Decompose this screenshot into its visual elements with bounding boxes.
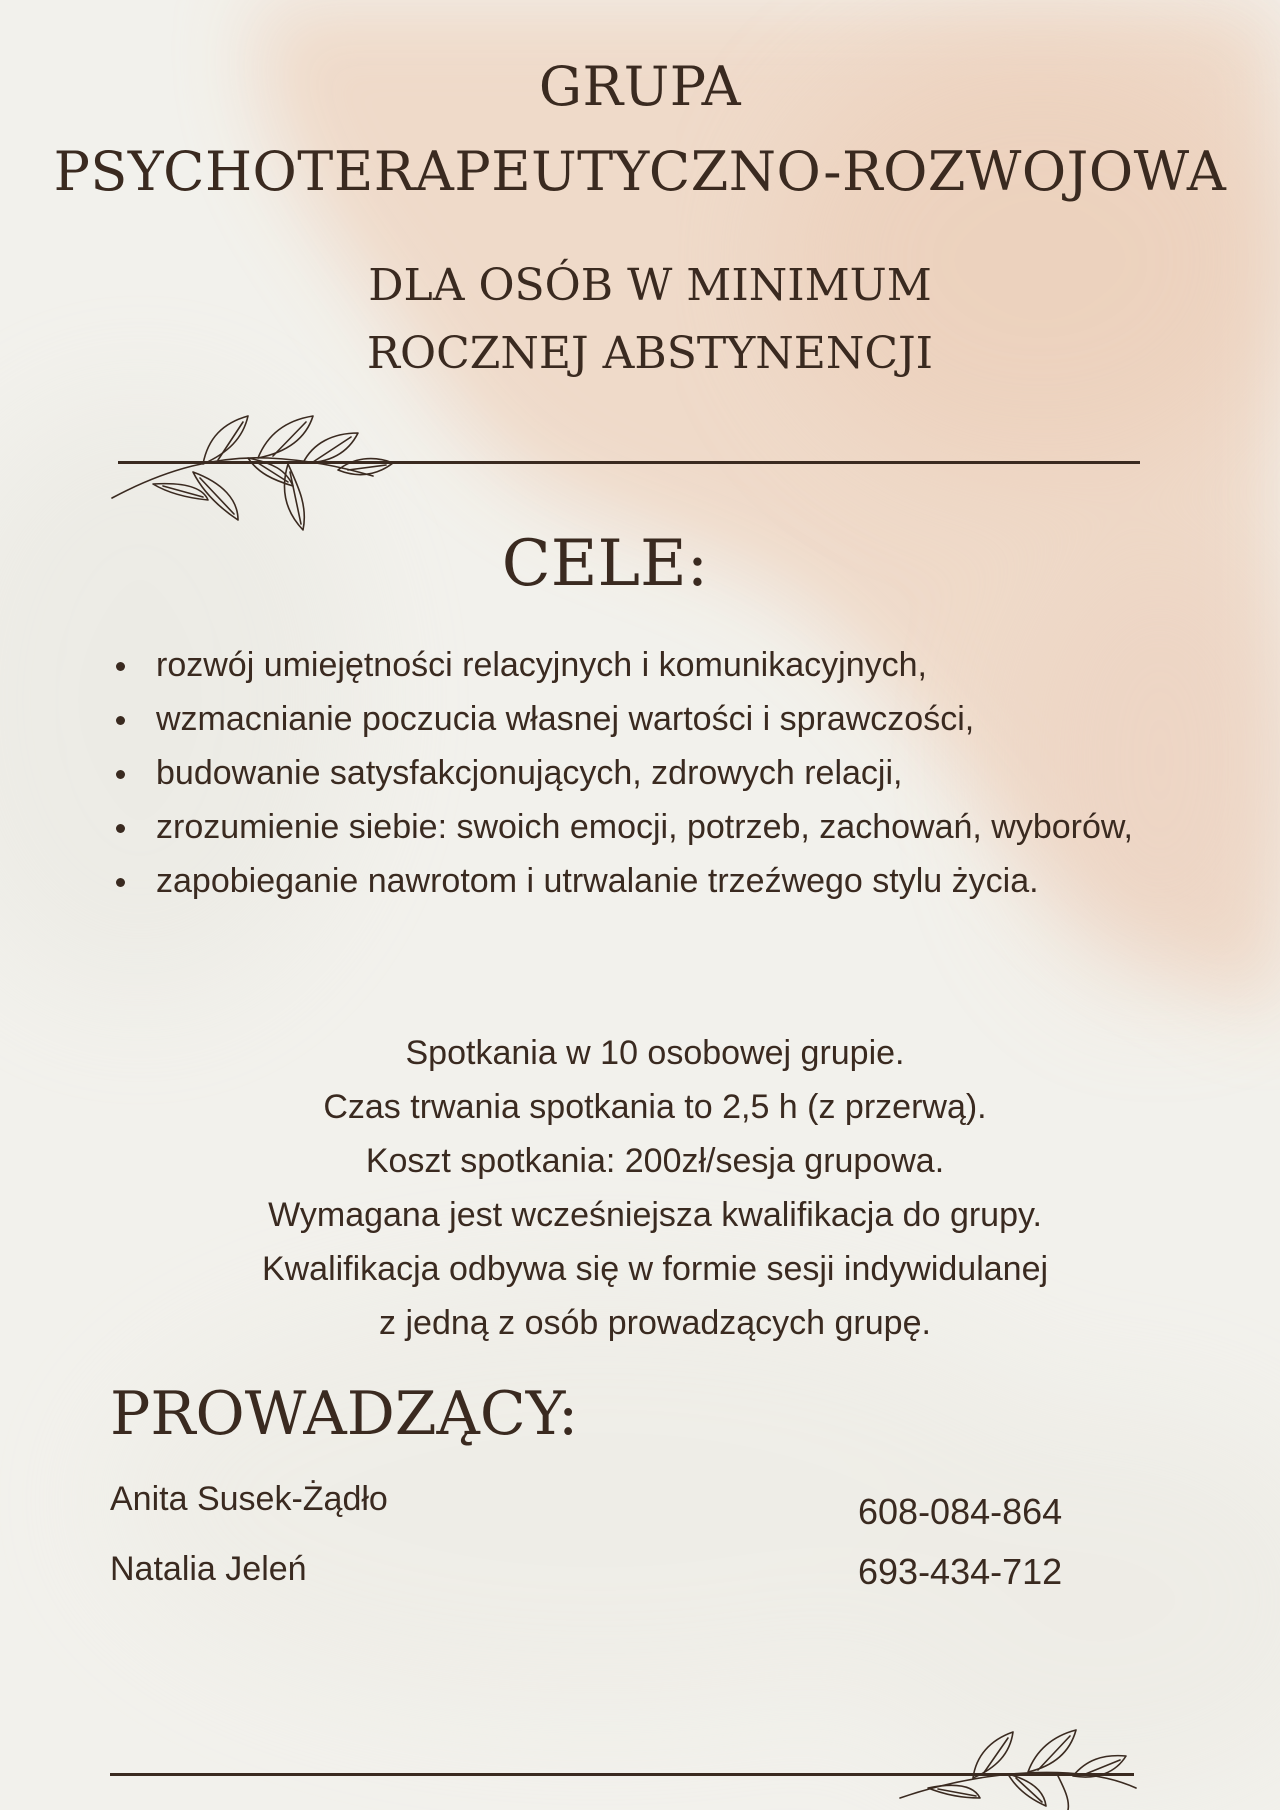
list-item: rozwój umiejętności relacyjnych i komunikacyjnych, [110, 638, 1230, 692]
leaf-branch-icon [898, 1718, 1138, 1810]
leader-name: Natalia Jeleń [110, 1550, 307, 1588]
subtitle-line-2: ROCZNEJ ABSTYNENCJI [366, 328, 934, 379]
leader-name: Anita Susek-Żądło [110, 1480, 388, 1518]
subtitle-line-1: DLA OSÓB W MINIMUM [368, 260, 932, 311]
list-item: wzmacnianie poczucia własnej wartości i sprawczości, [110, 692, 1230, 746]
list-item: zapobieganie nawrotom i utrwalanie trzeźwego stylu życia. [110, 854, 1230, 908]
subtitle [360, 252, 940, 388]
title-line-1: GRUPA [538, 55, 742, 118]
info-line: Koszt spotkania: 200zł/sesja grupowa. [365, 1142, 945, 1180]
meeting-info [100, 1026, 1210, 1350]
leaf-branch-icon [108, 408, 398, 533]
leaders-heading: PROWADZĄCY: [110, 1379, 579, 1449]
list-item: budowanie satysfakcjonujących, zdrowych relacji, [110, 746, 1230, 800]
info-line: Spotkania w 10 osobowej grupie. [405, 1034, 905, 1072]
title-line-2: PSYCHOTERAPEUTYCZNO-ROZWOJOWA [53, 140, 1227, 203]
goals-list [110, 638, 1230, 908]
leader-phone: 693-434-712 [858, 1551, 1063, 1592]
list-item: zrozumienie siebie: swoich emocji, potrzeb, zachowań, wyborów, [110, 800, 1156, 854]
info-line: Kwalifikacja odbywa się w formie sesji indywidulanej [261, 1250, 1049, 1288]
goals-heading: CELE: [501, 527, 709, 601]
info-line: Wymagana jest wcześniejsza kwalifikacja do grupy. [268, 1196, 1042, 1234]
info-line: z jedną z osób prowadzących grupę. [379, 1304, 931, 1342]
leader-phone: 608-084-864 [858, 1491, 1063, 1532]
info-line: Czas trwania spotkania to 2,5 h (z przerwą). [323, 1088, 987, 1126]
